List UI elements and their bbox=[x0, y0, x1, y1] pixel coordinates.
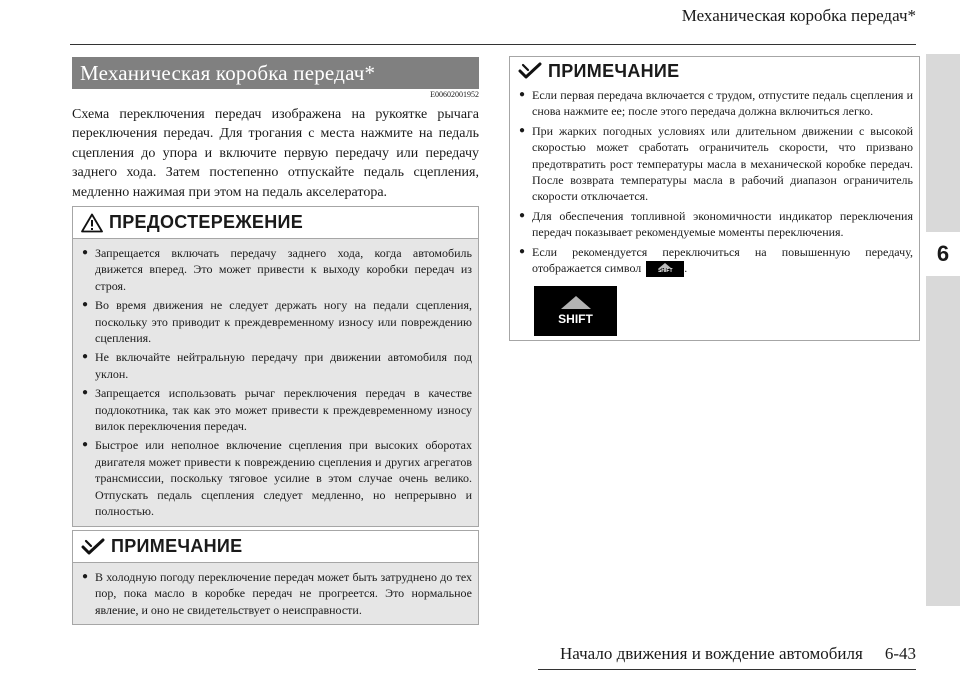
shift-indicator-small-icon: SHIFT bbox=[646, 261, 684, 277]
list-item: ● Запрещается использовать рычаг переключения передач в качестве подлокотника, так как это может привести к преждевременному износу вилок переключения передач. bbox=[77, 385, 472, 434]
bullet-icon: ● bbox=[519, 209, 526, 221]
note-box-header bbox=[510, 57, 919, 85]
checkmark-icon bbox=[81, 538, 105, 556]
shift-item-text: Если рекомендуется переключиться на повышенную передачу, отображается символ bbox=[532, 244, 913, 276]
note-box-body bbox=[73, 563, 478, 624]
footer-rule bbox=[538, 669, 916, 670]
checkmark-icon bbox=[518, 62, 542, 80]
page-header-title: Механическая коробка передач* bbox=[681, 6, 916, 25]
up-arrow-icon bbox=[561, 296, 591, 309]
list-item: ● Во время движения не следует держать ногу на педали сцепления, поскольку это приводит к преждевременному износу или повреждению сцепления. bbox=[77, 297, 472, 346]
note-box-header bbox=[73, 531, 478, 563]
bullet-icon: ● bbox=[519, 124, 526, 136]
bullet-icon: ● bbox=[519, 245, 526, 257]
warning-box-header bbox=[73, 207, 478, 239]
shift-indicator-label: SHIFT bbox=[558, 312, 593, 326]
list-item: ● Для обеспечения топливной экономичности индикатор переключения передач показывает рекомендуемые моменты переключения. bbox=[514, 208, 913, 241]
list-item: ● Не включайте нейтральную передачу при движении автомобиля под уклон. bbox=[77, 349, 472, 382]
bullet-icon: ● bbox=[82, 351, 89, 363]
footer-section-title: Начало движения и вождение автомобиля bbox=[559, 644, 863, 663]
warning-box-body bbox=[73, 239, 478, 526]
list-item: ● При жарких погодных условиях или длительном движении с высокой скоростью может сработать ограничитель скорости, что призвано предотвратить рост температуры масла в механической коробке передач. После возврата температуры масла в рабочий диапазон ограничитель скорости отключается. bbox=[514, 123, 913, 205]
note-box-left bbox=[72, 530, 479, 625]
list-item: ● Если рекомендуется переключиться на повышенную передачу, отображается символ SHIFT . bbox=[514, 244, 913, 278]
bullet-icon: ● bbox=[82, 439, 89, 451]
bullet-icon: ● bbox=[82, 299, 89, 311]
bullet-icon: ● bbox=[82, 387, 89, 399]
shift-indicator-large-icon bbox=[534, 286, 617, 336]
page-footer bbox=[560, 644, 916, 664]
section-heading: Механическая коробка передач* bbox=[72, 57, 479, 89]
list-item: ● В холодную погоду переключение передач может быть затруднено до тех пор, пока масло в коробке передач не прогреется. Это нормальное явление, и оно не свидетельствует о неисправности. bbox=[77, 569, 472, 618]
page-number: 6-43 bbox=[884, 644, 916, 663]
section-code: E00602001952 bbox=[430, 90, 479, 99]
list-item: ● Если первая передача включается с трудом, отпустите педаль сцепления и снова нажмите ее; после этого передача должна включиться легко. bbox=[514, 87, 913, 120]
warning-box-title: ПРЕДОСТЕРЕЖЕНИЕ bbox=[109, 212, 304, 232]
note-box-body bbox=[510, 85, 919, 283]
section-body-text: Схема переключения передач изображена на рукоятке рычага переключения передач. Для трогания с места нажмите на педаль сцепления до упора и включите первую передачу или передачу заднего хода. Затем постепенно отпускайте педаль сцепления, медленно нажимая при этом на педаль акселератора. bbox=[72, 107, 479, 200]
warning-box bbox=[72, 206, 479, 527]
list-item: ● Запрещается включать передачу заднего хода, когда автомобиль движется вперед. Это может привести к выходу коробки передач из строя. bbox=[77, 245, 472, 294]
bullet-icon: ● bbox=[82, 247, 89, 258]
note-box-title: ПРИМЕЧАНИЕ bbox=[548, 60, 680, 81]
list-item: ● Быстрое или неполное включение сцепления при высоких оборотах двигателя может привести к повреждению сцепления и других агрегатов трансмиссии, поскольку тяговое усилие в этом случае очень велико. Отпускать педаль сцепления следует медленно, но непрерывно и полностью. bbox=[77, 437, 472, 519]
chapter-side-tab[interactable] bbox=[926, 54, 960, 606]
note-box-title: ПРИМЕЧАНИЕ bbox=[111, 536, 243, 556]
warning-triangle-icon bbox=[81, 213, 103, 233]
chapter-tab-number: 6 bbox=[926, 232, 960, 276]
bullet-icon: ● bbox=[519, 89, 526, 100]
header-rule bbox=[70, 44, 916, 45]
bullet-icon: ● bbox=[82, 571, 89, 582]
